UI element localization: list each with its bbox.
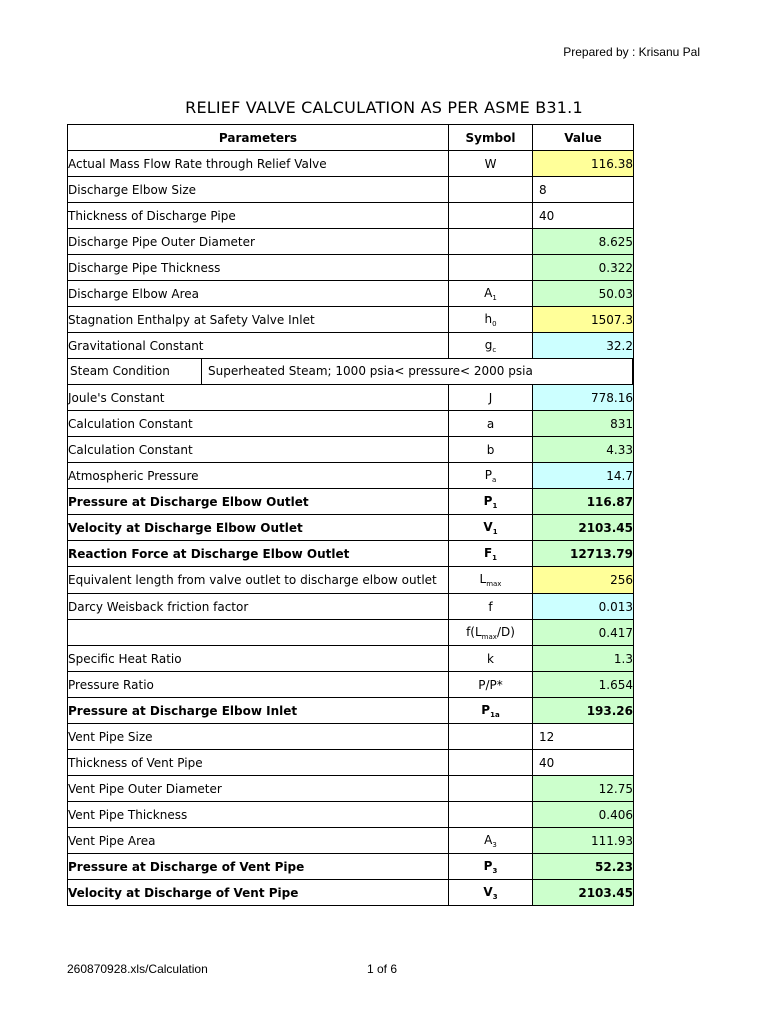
symbol-text: A [484,285,493,300]
table-row [68,385,634,411]
input-value-cell[interactable]: 40 [533,203,634,229]
symbol-cell [449,203,533,229]
param-cell: Vent Pipe Size [68,724,449,750]
table-row [68,828,634,854]
symbol-subscript: 1 [492,553,498,562]
param-cell: Gravitational Constant [68,333,449,359]
symbol-cell [449,515,533,541]
param-cell: Calculation Constant [68,411,449,437]
steam-condition-row-cell [68,359,634,385]
symbol-text: V [483,884,493,899]
symbol-text: P [484,467,492,482]
symbol-subscript: 3 [492,892,498,901]
param-cell: Actual Mass Flow Rate through Relief Valve [68,151,449,177]
symbol-text: P [483,493,493,508]
symbol-text: F [483,545,493,560]
symbol-subscript: 1 [492,527,498,536]
symbol-subscript: c [492,345,497,354]
symbol-text: g [484,337,493,352]
value-cell: 778.16 [533,385,634,411]
value-cell: 1.654 [533,672,634,698]
symbol-text: A [484,832,493,847]
symbol-text: a [486,416,495,431]
symbol-text: P [483,858,493,873]
param-cell: Thickness of Discharge Pipe [68,203,449,229]
symbol-cell [449,750,533,776]
value-cell: 116.87 [533,489,634,515]
symbol-subscript: a [491,475,497,484]
table-row [68,880,634,906]
table-row [68,776,634,802]
table-row [68,802,634,828]
table-row [68,567,634,594]
table-row [68,203,634,229]
page-title: RELIEF VALVE CALCULATION AS PER ASME B31.1 [185,98,583,117]
value-cell: 12.75 [533,776,634,802]
header-symbol: Symbol [449,125,533,151]
table-row [68,594,634,620]
param-cell: Vent Pipe Area [68,828,449,854]
symbol-subscript: 1 [492,501,498,510]
input-value-cell[interactable]: 8 [533,177,634,203]
value-cell: 2103.45 [533,880,634,906]
param-cell: Velocity at Discharge Elbow Outlet [68,515,449,541]
table-row [68,177,634,203]
calculation-table [67,124,634,906]
symbol-cell [449,411,533,437]
value-cell: 831 [533,411,634,437]
symbol-cell [449,333,533,359]
table-row [68,333,634,359]
symbol-subscript: 3 [492,866,498,875]
table-row [68,411,634,437]
symbol-text: V [483,519,493,534]
value-cell[interactable]: 116.38 [533,151,634,177]
symbol-subscript: 0 [492,319,497,328]
table-row [68,515,634,541]
param-cell: Darcy Weisback friction factor [68,594,449,620]
param-cell: Pressure Ratio [68,672,449,698]
param-cell: Vent Pipe Outer Diameter [68,776,449,802]
symbol-cell [449,828,533,854]
param-cell: Atmospheric Pressure [68,463,449,489]
table-row [68,620,634,646]
symbol-text: P/P* [478,677,503,692]
param-cell: Discharge Pipe Outer Diameter [68,229,449,255]
symbol-text: k [487,651,494,666]
value-cell: 111.93 [533,828,634,854]
value-cell: 14.7 [533,463,634,489]
value-cell: 12713.79 [533,541,634,567]
footer-page: 1 of 6 [367,962,398,976]
symbol-text: P [481,702,491,717]
prepared-by: Prepared by : Krisanu Pal [563,45,700,59]
table-row [68,151,634,177]
symbol-cell [449,880,533,906]
table-row [68,698,634,724]
symbol-subscript: max [481,632,497,641]
symbol-cell [449,567,533,594]
symbol-subscript: 3 [492,840,497,849]
symbol-cell [449,437,533,463]
symbol-cell [449,177,533,203]
symbol-cell [449,724,533,750]
value-cell: 4.33 [533,437,634,463]
symbol-cell [449,594,533,620]
value-cell: 0.322 [533,255,634,281]
value-cell: 32.2 [533,333,634,359]
table-row [68,672,634,698]
symbol-text: f [488,599,493,614]
symbol-text: b [486,442,495,457]
symbol-text: J [488,390,493,405]
value-cell: 0.406 [533,802,634,828]
table-row [68,724,634,750]
value-cell: 50.03 [533,281,634,307]
param-cell: Vent Pipe Thickness [68,802,449,828]
symbol-subscript: max [486,580,502,588]
symbol-text: W [484,156,497,171]
param-cell: Joule's Constant [68,385,449,411]
symbol-cell [449,776,533,802]
param-cell: Specific Heat Ratio [68,646,449,672]
header-parameters: Parameters [68,125,449,151]
steam-condition-dropdown[interactable]: Superheated Steam; 1000 psia< pressure< 2000 psia [201,359,633,385]
header-value: Value [533,125,634,151]
value-cell: 193.26 [533,698,634,724]
table-row [68,750,634,776]
symbol-cell [449,541,533,567]
symbol-subscript: 1a [490,710,500,719]
param-cell: Calculation Constant [68,437,449,463]
symbol-cell [449,698,533,724]
value-cell: 1.3 [533,646,634,672]
value-cell[interactable]: 256 [533,567,634,594]
symbol-cell [449,255,533,281]
symbol-cell [449,281,533,307]
param-cell: Pressure at Discharge Elbow Inlet [68,698,449,724]
table-row [68,463,634,489]
table-row [68,489,634,515]
table-row [68,359,634,385]
symbol-cell [449,463,533,489]
param-cell: Stagnation Enthalpy at Safety Valve Inlet [68,307,449,333]
table-header-row [68,125,634,151]
table-row [68,281,634,307]
input-value-cell[interactable]: 12 [533,724,634,750]
value-cell: 0.013 [533,594,634,620]
param-cell: Velocity at Discharge of Vent Pipe [68,880,449,906]
param-cell: Discharge Elbow Size [68,177,449,203]
param-cell: Reaction Force at Discharge Elbow Outlet [68,541,449,567]
param-cell: Thickness of Vent Pipe [68,750,449,776]
symbol-cell [449,854,533,880]
footer-file: 260870928.xls/Calculation [67,962,208,976]
param-cell: Pressure at Discharge Elbow Outlet [68,489,449,515]
symbol-text: L [479,572,487,586]
table-row [68,229,634,255]
param-cell: Discharge Pipe Thickness [68,255,449,281]
symbol-cell [449,646,533,672]
param-label: Steam Condition [70,364,170,378]
symbol-subscript: 1 [492,293,497,302]
table-row [68,646,634,672]
symbol-text: h [484,311,493,326]
symbol-text: f(L [466,624,482,639]
table-row [68,255,634,281]
symbol-cell [449,229,533,255]
value-cell: 8.625 [533,229,634,255]
symbol-cell [449,307,533,333]
input-value-cell[interactable]: 40 [533,750,634,776]
param-cell: Pressure at Discharge of Vent Pipe [68,854,449,880]
symbol-cell [449,802,533,828]
param-cell: Equivalent length from valve outlet to discharge elbow outlet [68,567,449,594]
symbol-suffix: /D) [496,624,515,639]
value-cell: 2103.45 [533,515,634,541]
symbol-cell [449,672,533,698]
table-row [68,854,634,880]
table-row [68,437,634,463]
symbol-cell [449,489,533,515]
symbol-cell [449,151,533,177]
symbol-cell [449,620,533,646]
table-row [68,541,634,567]
value-cell[interactable]: 1507.3 [533,307,634,333]
value-cell: 52.23 [533,854,634,880]
table-row [68,307,634,333]
param-cell [68,620,449,646]
param-cell: Discharge Elbow Area [68,281,449,307]
symbol-cell [449,385,533,411]
value-cell: 0.417 [533,620,634,646]
